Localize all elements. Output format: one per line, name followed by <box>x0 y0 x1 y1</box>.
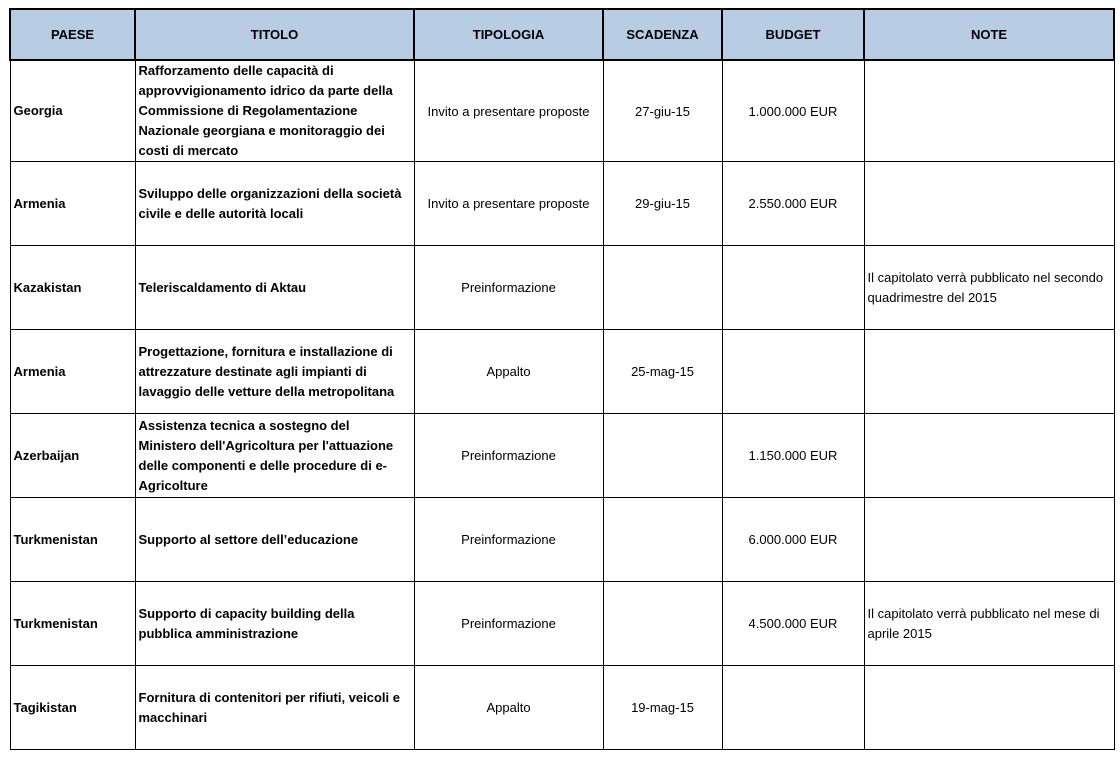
cell-note <box>864 162 1114 246</box>
table-row <box>10 162 1114 246</box>
header-budget: BUDGET <box>722 9 864 60</box>
cell-budget: 2.550.000 EUR <box>722 162 864 246</box>
cell-scadenza: 25-mag-15 <box>603 330 722 414</box>
cell-titolo: Sviluppo delle organizzazioni della società civile e delle autorità locali <box>135 162 414 246</box>
cell-paese: Azerbaijan <box>10 414 135 498</box>
cell-note <box>864 60 1114 162</box>
cell-budget <box>722 246 864 330</box>
cell-note <box>864 666 1114 750</box>
cell-tipologia: Preinformazione <box>414 498 603 582</box>
cell-tipologia: Appalto <box>414 666 603 750</box>
header-note: NOTE <box>864 9 1114 60</box>
cell-budget: 4.500.000 EUR <box>722 582 864 666</box>
cell-titolo: Supporto al settore dell’educazione <box>135 498 414 582</box>
header-tipologia: TIPOLOGIA <box>414 9 603 60</box>
cell-paese: Turkmenistan <box>10 582 135 666</box>
cell-scadenza: 27-giu-15 <box>603 60 722 162</box>
tenders-table <box>9 8 1115 750</box>
table-row <box>10 498 1114 582</box>
table-row <box>10 414 1114 498</box>
cell-paese: Kazakistan <box>10 246 135 330</box>
table-row <box>10 246 1114 330</box>
cell-budget: 6.000.000 EUR <box>722 498 864 582</box>
header-row <box>10 9 1114 60</box>
cell-budget: 1.000.000 EUR <box>722 60 864 162</box>
cell-titolo: Supporto di capacity building della pubblica amministrazione <box>135 582 414 666</box>
cell-titolo: Progettazione, fornitura e installazione di attrezzature destinate agli impianti di lavaggio delle vetture della metropolitana <box>135 330 414 414</box>
cell-paese: Armenia <box>10 162 135 246</box>
cell-paese: Tagikistan <box>10 666 135 750</box>
cell-note: Il capitolato verrà pubblicato nel secondo quadrimestre del 2015 <box>864 246 1114 330</box>
header-titolo: TITOLO <box>135 9 414 60</box>
table-row <box>10 330 1114 414</box>
cell-tipologia: Preinformazione <box>414 582 603 666</box>
cell-tipologia: Appalto <box>414 330 603 414</box>
cell-scadenza: 29-giu-15 <box>603 162 722 246</box>
table-row <box>10 60 1114 162</box>
cell-scadenza <box>603 582 722 666</box>
cell-titolo: Fornitura di contenitori per rifiuti, veicoli e macchinari <box>135 666 414 750</box>
cell-titolo: Rafforzamento delle capacità di approvvigionamento idrico da parte della Commissione di Regolamentazione Nazionale georgiana e monitoraggio dei costi di mercato <box>135 60 414 162</box>
cell-budget <box>722 330 864 414</box>
cell-note <box>864 414 1114 498</box>
cell-note <box>864 498 1114 582</box>
cell-scadenza: 19-mag-15 <box>603 666 722 750</box>
cell-budget <box>722 666 864 750</box>
cell-scadenza <box>603 414 722 498</box>
cell-budget: 1.150.000 EUR <box>722 414 864 498</box>
cell-tipologia: Preinformazione <box>414 414 603 498</box>
cell-paese: Turkmenistan <box>10 498 135 582</box>
cell-tipologia: Invito a presentare proposte <box>414 60 603 162</box>
cell-tipologia: Invito a presentare proposte <box>414 162 603 246</box>
cell-note: Il capitolato verrà pubblicato nel mese di aprile 2015 <box>864 582 1114 666</box>
header-scadenza: SCADENZA <box>603 9 722 60</box>
cell-scadenza <box>603 246 722 330</box>
table-row <box>10 582 1114 666</box>
header-paese: PAESE <box>10 9 135 60</box>
cell-scadenza <box>603 498 722 582</box>
cell-paese: Georgia <box>10 60 135 162</box>
cell-tipologia: Preinformazione <box>414 246 603 330</box>
table-row <box>10 666 1114 750</box>
cell-note <box>864 330 1114 414</box>
cell-paese: Armenia <box>10 330 135 414</box>
cell-titolo: Assistenza tecnica a sostegno del Ministero dell'Agricoltura per l'attuazione delle componenti e delle procedure di e-Agricolture <box>135 414 414 498</box>
cell-titolo: Teleriscaldamento di Aktau <box>135 246 414 330</box>
